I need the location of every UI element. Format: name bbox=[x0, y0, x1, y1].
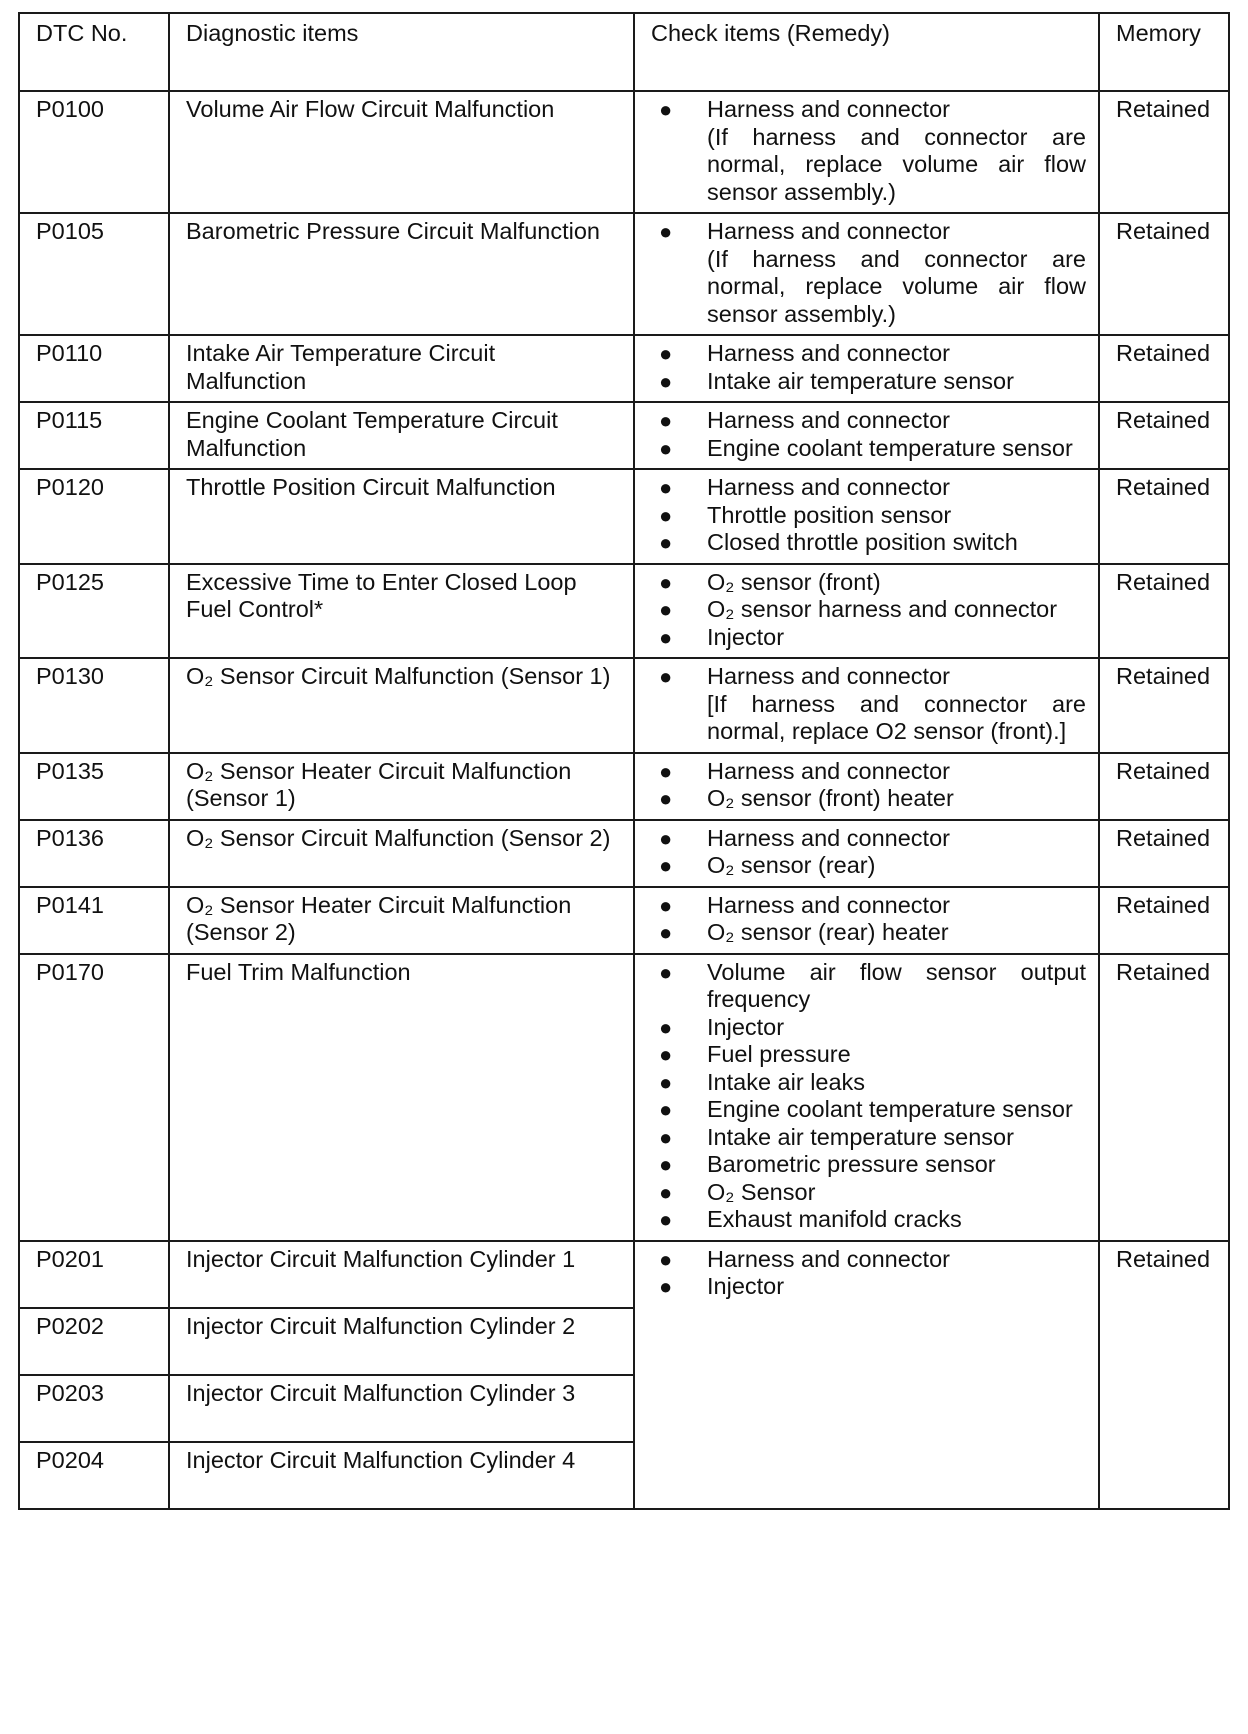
bullet-icon: ● bbox=[659, 786, 673, 811]
check-item bbox=[651, 919, 1086, 947]
table-row bbox=[19, 91, 1229, 213]
check-item-text: Exhaust manifold cracks bbox=[707, 1206, 962, 1232]
check-item-text: Fuel pressure bbox=[707, 1041, 851, 1067]
check-item bbox=[651, 340, 1086, 368]
check-note: (If harness and connector are normal, replace volume air flow sensor assembly.) bbox=[707, 123, 1086, 205]
bullet-icon: ● bbox=[659, 569, 673, 595]
check-item-text: Throttle position sensor bbox=[707, 501, 952, 528]
check-items-cell bbox=[634, 887, 1099, 954]
diagnostic-item: O₂ Sensor Heater Circuit Malfunction (Sensor 1) bbox=[169, 753, 634, 820]
bullet-icon: ● bbox=[659, 219, 673, 244]
check-item bbox=[651, 959, 1086, 1014]
check-items-cell bbox=[634, 954, 1099, 1241]
header-dtc-no: DTC No. bbox=[19, 13, 169, 91]
check-item bbox=[651, 1151, 1086, 1179]
diagnostic-item: Injector Circuit Malfunction Cylinder 3 bbox=[169, 1375, 634, 1442]
check-item-text: O₂ sensor (front) heater bbox=[707, 785, 954, 811]
check-list bbox=[651, 218, 1086, 246]
check-list bbox=[651, 474, 1086, 557]
check-items-cell bbox=[634, 658, 1099, 753]
check-item bbox=[651, 1069, 1086, 1097]
header-memory: Memory bbox=[1099, 13, 1229, 91]
dtc-code: P0135 bbox=[19, 753, 169, 820]
check-item bbox=[651, 1096, 1086, 1124]
check-item bbox=[651, 1246, 1086, 1274]
check-item-text: Harness and connector bbox=[707, 891, 950, 918]
check-item bbox=[651, 1014, 1086, 1042]
bullet-icon: ● bbox=[659, 341, 673, 366]
check-item-text: O₂ Sensor bbox=[707, 1178, 816, 1205]
check-item bbox=[651, 96, 1086, 124]
diagnostic-item: Injector Circuit Malfunction Cylinder 1 bbox=[169, 1241, 634, 1308]
check-items-cell bbox=[634, 335, 1099, 402]
bullet-icon: ● bbox=[659, 959, 673, 985]
check-item-text: Harness and connector bbox=[707, 340, 950, 366]
bullet-icon: ● bbox=[659, 502, 673, 528]
check-list bbox=[651, 959, 1086, 1234]
dtc-code: P0203 bbox=[19, 1375, 169, 1442]
header-diagnostic-items: Diagnostic items bbox=[169, 13, 634, 91]
check-item bbox=[651, 1179, 1086, 1207]
bullet-icon: ● bbox=[659, 1097, 673, 1122]
memory-status: Retained bbox=[1099, 335, 1229, 402]
table-row bbox=[19, 954, 1229, 1241]
check-list bbox=[651, 825, 1086, 880]
diagnostic-item: Injector Circuit Malfunction Cylinder 4 bbox=[169, 1442, 634, 1509]
bullet-icon: ● bbox=[659, 624, 673, 650]
check-item bbox=[651, 435, 1086, 463]
bullet-icon: ● bbox=[659, 435, 673, 461]
bullet-icon: ● bbox=[659, 475, 673, 500]
check-item-text: Engine coolant temperature sensor bbox=[707, 1096, 1073, 1122]
memory-status: Retained bbox=[1099, 1241, 1229, 1509]
check-item-text: Intake air temperature sensor bbox=[707, 1123, 1014, 1150]
check-item-text: Harness and connector bbox=[707, 474, 950, 500]
bullet-icon: ● bbox=[659, 1014, 673, 1040]
table-row bbox=[19, 658, 1229, 753]
check-list bbox=[651, 663, 1086, 691]
memory-status: Retained bbox=[1099, 564, 1229, 659]
check-list bbox=[651, 96, 1086, 124]
check-item-text: O₂ sensor (rear) heater bbox=[707, 919, 949, 945]
table-row bbox=[19, 1241, 1229, 1308]
dtc-code: P0120 bbox=[19, 469, 169, 564]
memory-status: Retained bbox=[1099, 753, 1229, 820]
check-items-cell bbox=[634, 91, 1099, 213]
check-item-text: Harness and connector bbox=[707, 96, 950, 122]
dtc-code: P0201 bbox=[19, 1241, 169, 1308]
memory-status: Retained bbox=[1099, 887, 1229, 954]
diagnostic-item: O₂ Sensor Circuit Malfunction (Sensor 1) bbox=[169, 658, 634, 753]
check-items-cell bbox=[634, 820, 1099, 887]
diagnostic-item: Throttle Position Circuit Malfunction bbox=[169, 469, 634, 564]
bullet-icon: ● bbox=[659, 853, 673, 878]
check-list bbox=[651, 758, 1086, 813]
check-list bbox=[651, 569, 1086, 652]
check-items-cell bbox=[634, 402, 1099, 469]
bullet-icon: ● bbox=[659, 1207, 673, 1232]
dtc-code: P0105 bbox=[19, 213, 169, 335]
bullet-icon: ● bbox=[659, 1179, 673, 1205]
dtc-sheet bbox=[18, 12, 1228, 1510]
check-item-text: Harness and connector bbox=[707, 407, 950, 433]
bullet-icon: ● bbox=[659, 97, 673, 122]
check-item bbox=[651, 569, 1086, 597]
memory-status: Retained bbox=[1099, 954, 1229, 1241]
check-items-cell bbox=[634, 564, 1099, 659]
memory-status: Retained bbox=[1099, 658, 1229, 753]
bullet-icon: ● bbox=[659, 1124, 673, 1150]
table-row bbox=[19, 335, 1229, 402]
check-list bbox=[651, 1246, 1086, 1301]
dtc-table bbox=[18, 12, 1230, 1510]
check-item-text: Harness and connector bbox=[707, 663, 950, 689]
check-item-text: Harness and connector bbox=[707, 757, 950, 784]
diagnostic-item: Barometric Pressure Circuit Malfunction bbox=[169, 213, 634, 335]
bullet-icon: ● bbox=[659, 758, 673, 784]
check-item bbox=[651, 892, 1086, 920]
check-item bbox=[651, 1041, 1086, 1069]
check-item-text: Injector bbox=[707, 1013, 785, 1040]
table-row bbox=[19, 753, 1229, 820]
check-item-text: Injector bbox=[707, 1273, 785, 1299]
check-items-cell bbox=[634, 213, 1099, 335]
check-item bbox=[651, 1124, 1086, 1152]
check-item-text: O₂ sensor harness and connector bbox=[707, 596, 1058, 622]
memory-status: Retained bbox=[1099, 820, 1229, 887]
memory-status: Retained bbox=[1099, 91, 1229, 213]
check-item bbox=[651, 663, 1086, 691]
check-item bbox=[651, 596, 1086, 624]
memory-status: Retained bbox=[1099, 469, 1229, 564]
dtc-code: P0141 bbox=[19, 887, 169, 954]
check-item-text: O₂ sensor (rear) bbox=[707, 852, 876, 878]
dtc-code: P0115 bbox=[19, 402, 169, 469]
table-row bbox=[19, 564, 1229, 659]
check-item bbox=[651, 852, 1086, 880]
bullet-icon: ● bbox=[659, 1042, 673, 1067]
check-item-text: Volume air flow sensor output frequency bbox=[707, 958, 1086, 1012]
bullet-icon: ● bbox=[659, 597, 673, 622]
check-item-text: Intake air leaks bbox=[707, 1068, 866, 1095]
bullet-icon: ● bbox=[659, 1069, 673, 1095]
diagnostic-item: Excessive Time to Enter Closed Loop Fuel Control* bbox=[169, 564, 634, 659]
table-row bbox=[19, 887, 1229, 954]
check-item bbox=[651, 368, 1086, 396]
check-items-cell bbox=[634, 469, 1099, 564]
check-item-text: Intake air temperature sensor bbox=[707, 367, 1014, 394]
bullet-icon: ● bbox=[659, 1274, 673, 1299]
diagnostic-item: Fuel Trim Malfunction bbox=[169, 954, 634, 1241]
check-item bbox=[651, 407, 1086, 435]
table-row bbox=[19, 213, 1229, 335]
dtc-table-body bbox=[19, 91, 1229, 1509]
table-row bbox=[19, 469, 1229, 564]
check-list bbox=[651, 407, 1086, 462]
check-items-cell bbox=[634, 1241, 1099, 1509]
memory-status: Retained bbox=[1099, 213, 1229, 335]
check-item-text: Engine coolant temperature sensor bbox=[707, 434, 1073, 461]
check-item-text: Harness and connector bbox=[707, 824, 950, 851]
diagnostic-item: O₂ Sensor Heater Circuit Malfunction (Sensor 2) bbox=[169, 887, 634, 954]
check-item bbox=[651, 785, 1086, 813]
check-item-text: Injector bbox=[707, 623, 785, 650]
bullet-icon: ● bbox=[659, 892, 673, 918]
diagnostic-item: Volume Air Flow Circuit Malfunction bbox=[169, 91, 634, 213]
dtc-code: P0136 bbox=[19, 820, 169, 887]
check-item bbox=[651, 474, 1086, 502]
bullet-icon: ● bbox=[659, 825, 673, 851]
check-item bbox=[651, 624, 1086, 652]
check-item bbox=[651, 758, 1086, 786]
dtc-code: P0202 bbox=[19, 1308, 169, 1375]
check-item bbox=[651, 1273, 1086, 1301]
check-note: (If harness and connector are normal, replace volume air flow sensor assembly.) bbox=[707, 245, 1086, 327]
dtc-code: P0110 bbox=[19, 335, 169, 402]
dtc-code: P0130 bbox=[19, 658, 169, 753]
bullet-icon: ● bbox=[659, 530, 673, 555]
dtc-code: P0125 bbox=[19, 564, 169, 659]
bullet-icon: ● bbox=[659, 408, 673, 433]
dtc-code: P0170 bbox=[19, 954, 169, 1241]
check-item-text: O₂ sensor (front) bbox=[707, 568, 881, 595]
bullet-icon: ● bbox=[659, 920, 673, 945]
dtc-code: P0204 bbox=[19, 1442, 169, 1509]
bullet-icon: ● bbox=[659, 664, 673, 689]
check-item bbox=[651, 529, 1086, 557]
check-note: [If harness and connector are normal, replace O2 sensor (front).] bbox=[707, 690, 1086, 744]
memory-status: Retained bbox=[1099, 402, 1229, 469]
diagnostic-item: Injector Circuit Malfunction Cylinder 2 bbox=[169, 1308, 634, 1375]
diagnostic-item: O₂ Sensor Circuit Malfunction (Sensor 2) bbox=[169, 820, 634, 887]
check-item bbox=[651, 825, 1086, 853]
check-item bbox=[651, 502, 1086, 530]
check-item bbox=[651, 1206, 1086, 1234]
check-item bbox=[651, 218, 1086, 246]
check-list bbox=[651, 892, 1086, 947]
check-items-cell bbox=[634, 753, 1099, 820]
check-item-text: Harness and connector bbox=[707, 1245, 950, 1272]
check-item-text: Barometric pressure sensor bbox=[707, 1151, 996, 1177]
header-row bbox=[19, 13, 1229, 91]
diagnostic-item: Engine Coolant Temperature Circuit Malfunction bbox=[169, 402, 634, 469]
bullet-icon: ● bbox=[659, 1246, 673, 1272]
check-list bbox=[651, 340, 1086, 395]
bullet-icon: ● bbox=[659, 368, 673, 394]
check-item-text: Closed throttle position switch bbox=[707, 529, 1018, 555]
table-row bbox=[19, 820, 1229, 887]
diagnostic-item: Intake Air Temperature Circuit Malfunction bbox=[169, 335, 634, 402]
table-row bbox=[19, 402, 1229, 469]
check-item-text: Harness and connector bbox=[707, 218, 950, 244]
header-check-items: Check items (Remedy) bbox=[634, 13, 1099, 91]
dtc-code: P0100 bbox=[19, 91, 169, 213]
bullet-icon: ● bbox=[659, 1152, 673, 1177]
